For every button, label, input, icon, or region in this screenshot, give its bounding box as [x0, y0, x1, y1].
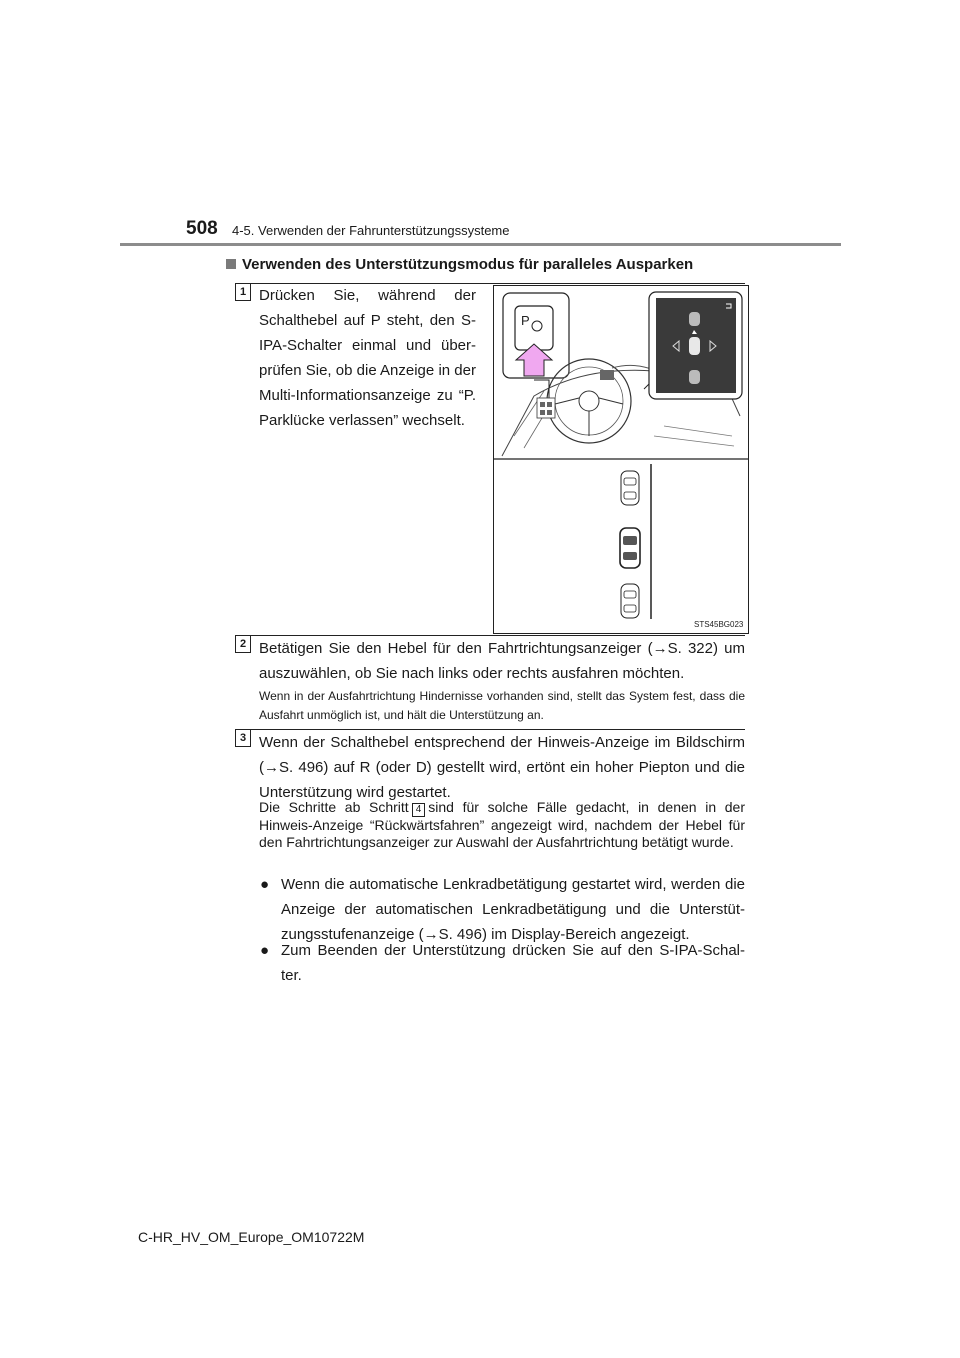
switch-label: P: [521, 313, 530, 328]
step-2-note: Wenn in der Ausfahrtrichtung Hindernisse vorhanden sind, stellt das System fest, dass die Ausfahrt unmöglich ist, und hält die Unterstützung an.: [259, 689, 745, 722]
step-2-number: 2: [235, 635, 251, 653]
parking-illustration: [494, 286, 748, 633]
step-2-text: Betätigen Sie den Hebel für den Fahrtrichtungsanzeiger (→S. 322) um auszuwählen, ob Sie nach links oder rechts ausfahren möchten.: [259, 640, 745, 682]
subheading: [226, 256, 693, 273]
bullet-1-text: Wenn die automatische Lenkradbetätigung gestartet wird, werden die Anzeige der automatischen Lenkradbetätigung und die Unterstüt-zungsstufenanzeige (→S. 496) im Display-Bereich angezeigt.: [281, 876, 745, 943]
footer-code: C-HR_HV_OM_Europe_OM10722M: [138, 1229, 365, 1245]
own-car: [620, 528, 640, 568]
step-1-text: Drücken Sie, während der Schalthebel auf P steht, den S-IPA-Schalter einmal und über-prüfen Sie, ob die Anzeige in der Multi-Informationsanzeige zu “P. Parklücke verlassen” wechselt.: [259, 287, 476, 429]
bullet-1-icon: ●: [260, 876, 270, 893]
step-3-paragraph: [259, 799, 745, 851]
car-front-icon: [689, 312, 700, 326]
parked-car-front: [621, 471, 639, 505]
bullet-2-icon: ●: [260, 942, 270, 959]
step-3-text: Wenn der Schalthebel entsprechend der Hinweis-Anzeige im Bildschirm (→S. 496) auf R (oder D) gestellt wird, ertönt ein hoher Piepton und die Unterstützung wird gestartet.: [259, 734, 745, 801]
header-rule: [120, 243, 841, 246]
section-title: 4-5. Verwenden der Fahrunterstützungssysteme: [232, 223, 510, 238]
step-3-number: 3: [235, 729, 251, 747]
step-1-number: 1: [235, 283, 251, 301]
step-3-paragraph-before: Die Schritte ab Schritt: [259, 799, 409, 815]
figure-code: STS45BG023: [694, 620, 744, 629]
illustration: [493, 285, 749, 634]
step-ref-4: 4: [412, 803, 426, 817]
bullet-2-text: Zum Beenden der Unterstützung drücken Sie auf den S-IPA-Schal-ter.: [281, 942, 745, 984]
square-bullet-icon: [226, 259, 236, 269]
subheading-text: Verwenden des Unterstützungsmodus für paralleles Ausparken: [242, 256, 694, 273]
step-3-paragraph-after: sind für solche Fälle gedacht, in denen in der Hinweis-Anzeige “Rückwärtsfahren” angezeigt wird, nachdem der Hebel für den Fahrtrichtungsanzeiger zur Auswahl der Ausfahrtrichtung betätigt wurde.: [259, 799, 745, 850]
parked-car-rear: [621, 584, 639, 618]
own-car-icon: [689, 337, 700, 355]
car-rear-icon: [689, 370, 700, 384]
page-number: 508: [186, 218, 218, 239]
